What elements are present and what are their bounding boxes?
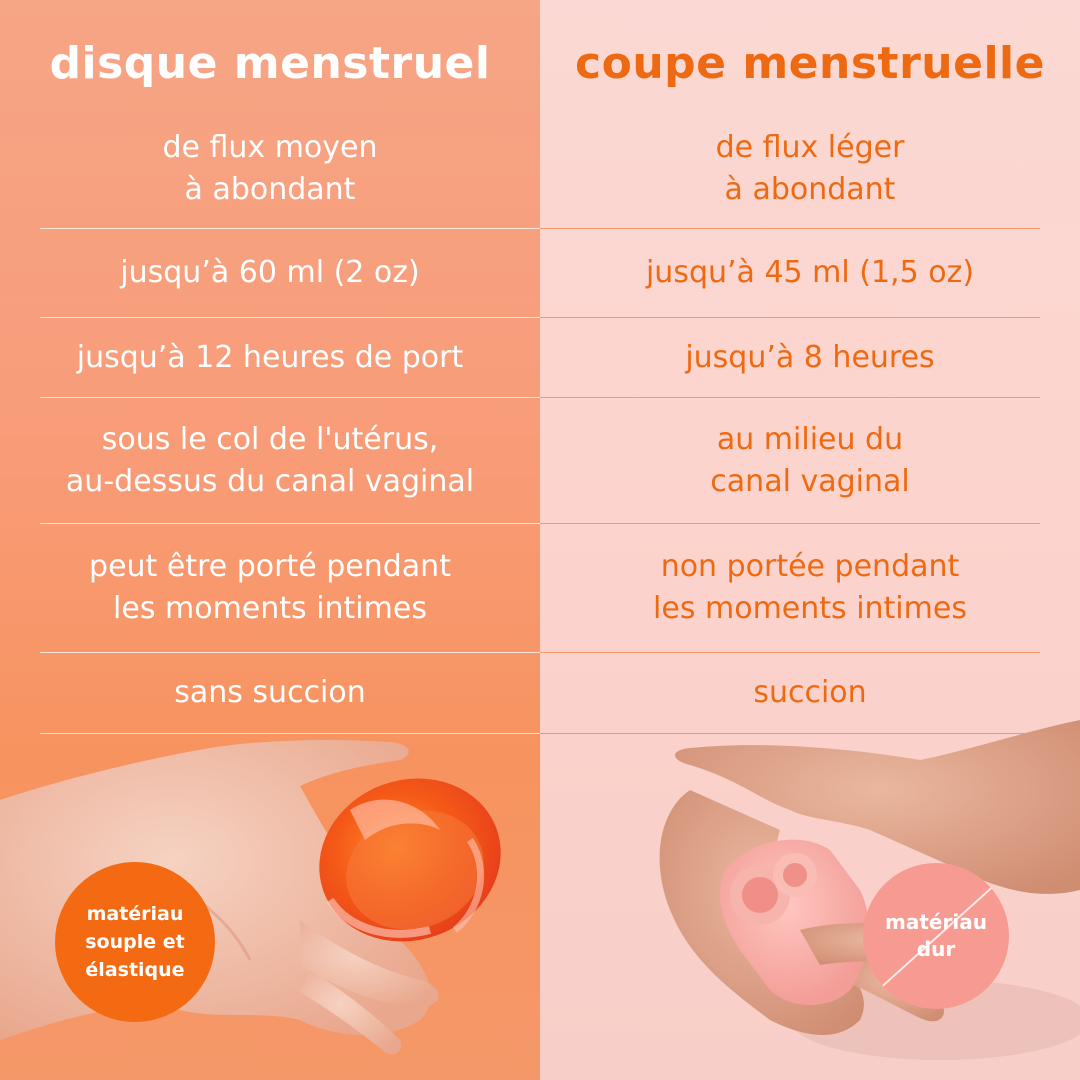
- cup-column: [540, 0, 1080, 1080]
- disc-row-position-text: sous le col de l'utérus, au-dessus du canal vaginal: [65, 421, 475, 499]
- disc-row-wear-time: [40, 318, 540, 398]
- disc-title: disque menstruel: [49, 38, 491, 89]
- cup-row-capacity: [540, 229, 1040, 318]
- disc-row-flow-text: de flux moyen à abondant: [162, 130, 378, 207]
- disc-row-capacity-text: jusqu’à 60 ml (2 oz): [120, 255, 420, 290]
- hard-material-badge-text: matériau dur: [885, 910, 987, 961]
- cup-row-intimacy-text: non portée pendant les moments intimes: [653, 549, 967, 626]
- cup-title: coupe menstruelle: [575, 38, 1045, 89]
- cup-row-intimacy: [540, 524, 1040, 653]
- disc-row-capacity: [40, 229, 540, 318]
- cup-row-suction-text: succion: [753, 675, 867, 710]
- cup-row-flow: [540, 110, 1040, 229]
- disc-rows: [0, 110, 540, 734]
- cup-row-position: [540, 398, 1040, 524]
- cup-row-flow-text: de flux léger à abondant: [715, 130, 905, 207]
- soft-material-badge-text: matériau souple et élastique: [85, 903, 185, 981]
- cup-rows: [540, 110, 1080, 734]
- disc-row-intimacy: [40, 524, 540, 653]
- disc-row-suction-text: sans succion: [174, 675, 366, 710]
- disc-row-flow: [40, 110, 540, 229]
- cup-row-position-text: au milieu du canal vaginal: [710, 421, 910, 499]
- soft-material-badge: [55, 862, 215, 1022]
- cup-row-capacity-text: jusqu’à 45 ml (1,5 oz): [645, 255, 975, 290]
- disc-row-wear-time-text: jusqu’à 12 heures de port: [76, 339, 464, 375]
- disc-row-intimacy-text: peut être porté pendant les moments intimes: [89, 549, 451, 626]
- hard-material-badge: [863, 863, 1009, 1009]
- disc-row-position: [40, 398, 540, 524]
- cup-row-wear-time: [540, 318, 1040, 398]
- cup-row-wear-time-text: jusqu’à 8 heures: [685, 339, 935, 375]
